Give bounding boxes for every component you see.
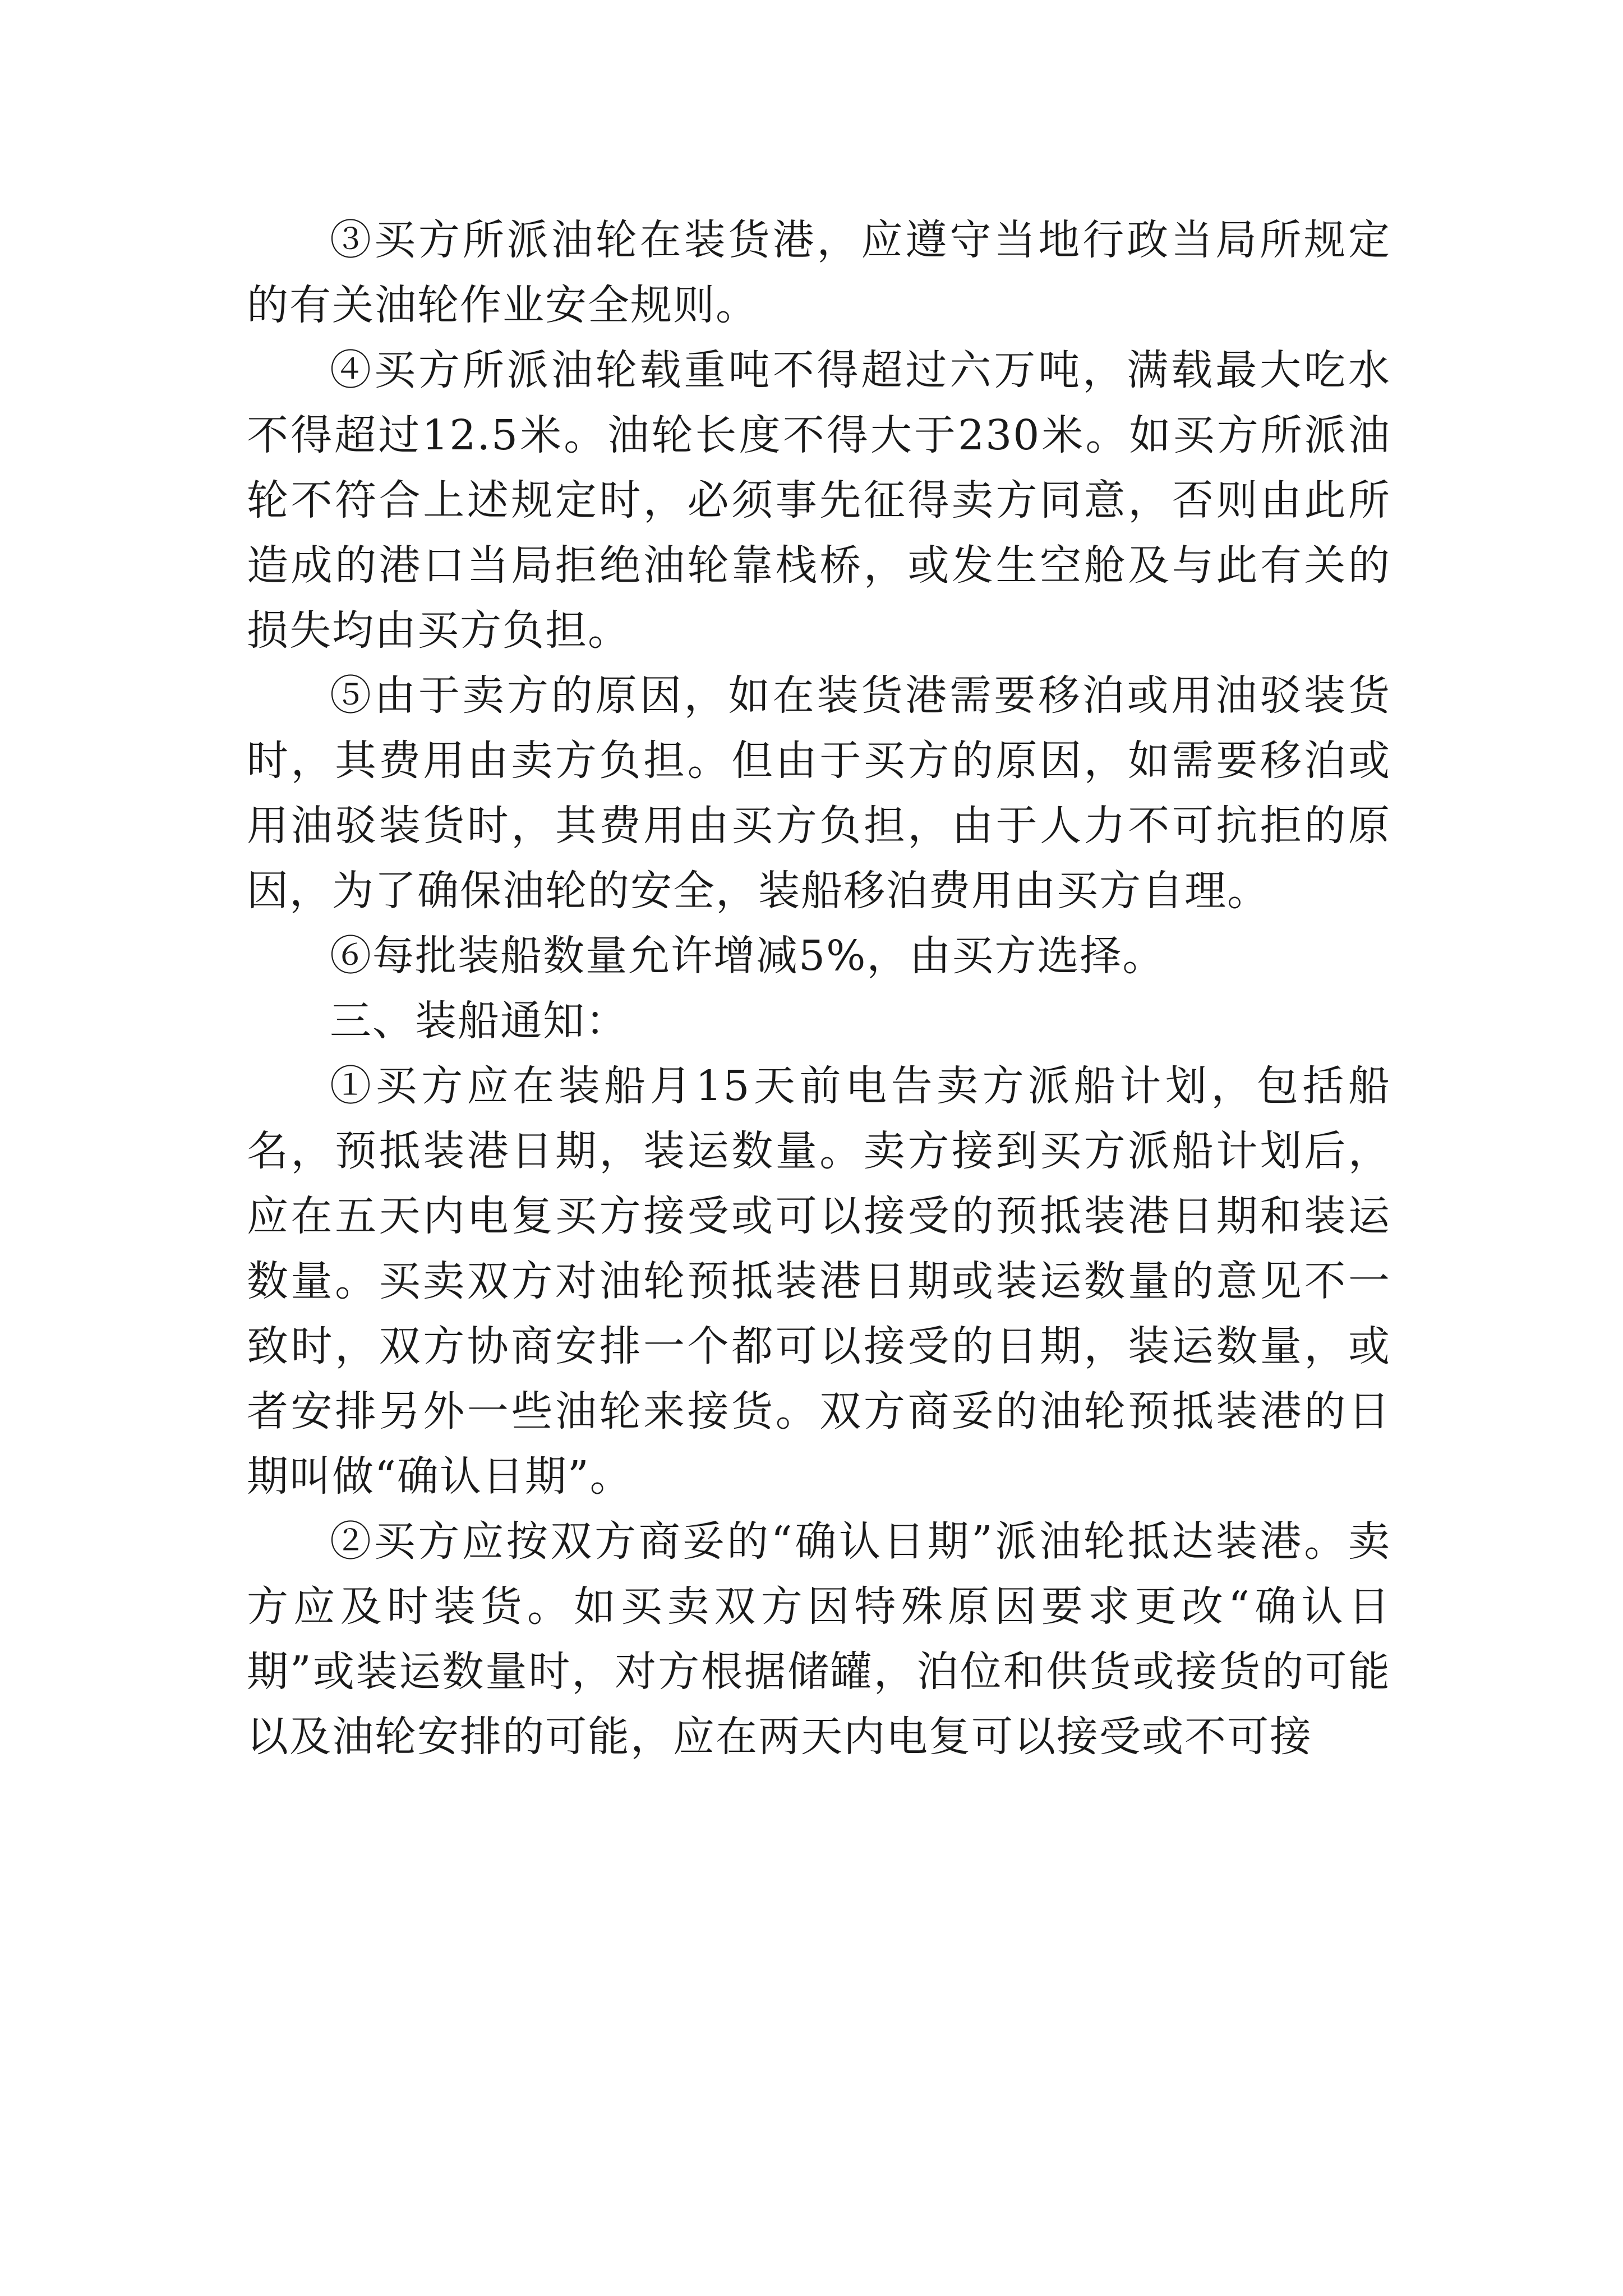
- paragraph-clause-5: ⑤由于卖方的原因，如在装货港需要移泊或用油驳装货时，其费用由卖方负担。但由于买方的原因，如需要移泊或用油驳装货时，其费用由买方负担，由于人力不可抗拒的原因，为了确保油轮的安全，装船移泊费用由买方自理。: [247, 671, 1391, 915]
- paragraph-clause-6: ⑥每批装船数量允许增减5%，由买方选择。: [330, 932, 1165, 980]
- document-body: [247, 208, 1391, 1769]
- paragraph-notice-2: ②买方应按双方商妥的“确认日期”派油轮抵达装港。卖方应及时装货。如买卖双方因特殊原因要求更改“确认日期”或装运数量时，对方根据储罐，泊位和供货或接货的可能以及油轮安排的可能，应在两天内电复可以接受或不可接: [247, 1517, 1391, 1761]
- section-heading-shipping-notice: 三、装船通知：: [330, 997, 628, 1045]
- paragraph-notice-1: ①买方应在装船月15天前电告卖方派船计划，包括船名，预抵装港日期，装运数量。卖方接到买方派船计划后，应在五天内电复买方接受或可以接受的预抵装港日期和装运数量。买卖双方对油轮预抵装港日期或装运数量的意见不一致时，双方协商安排一个都可以接受的日期，装运数量，或者安排另外一些油轮来接货。双方商妥的油轮预抵装港的日期叫做“确认日期”。: [247, 1062, 1391, 1501]
- paragraph-clause-4: ④买方所派油轮载重吨不得超过六万吨，满载最大吃水不得超过12.5米。油轮长度不得大于230米。如买方所派油轮不符合上述规定时，必须事先征得卖方同意，否则由此所造成的港口当局拒绝油轮靠栈桥，或发生空舱及与此有关的损失均由买方负担。: [247, 346, 1391, 655]
- paragraph-clause-3: ③买方所派油轮在装货港，应遵守当地行政当局所规定的有关油轮作业安全规则。: [247, 216, 1391, 329]
